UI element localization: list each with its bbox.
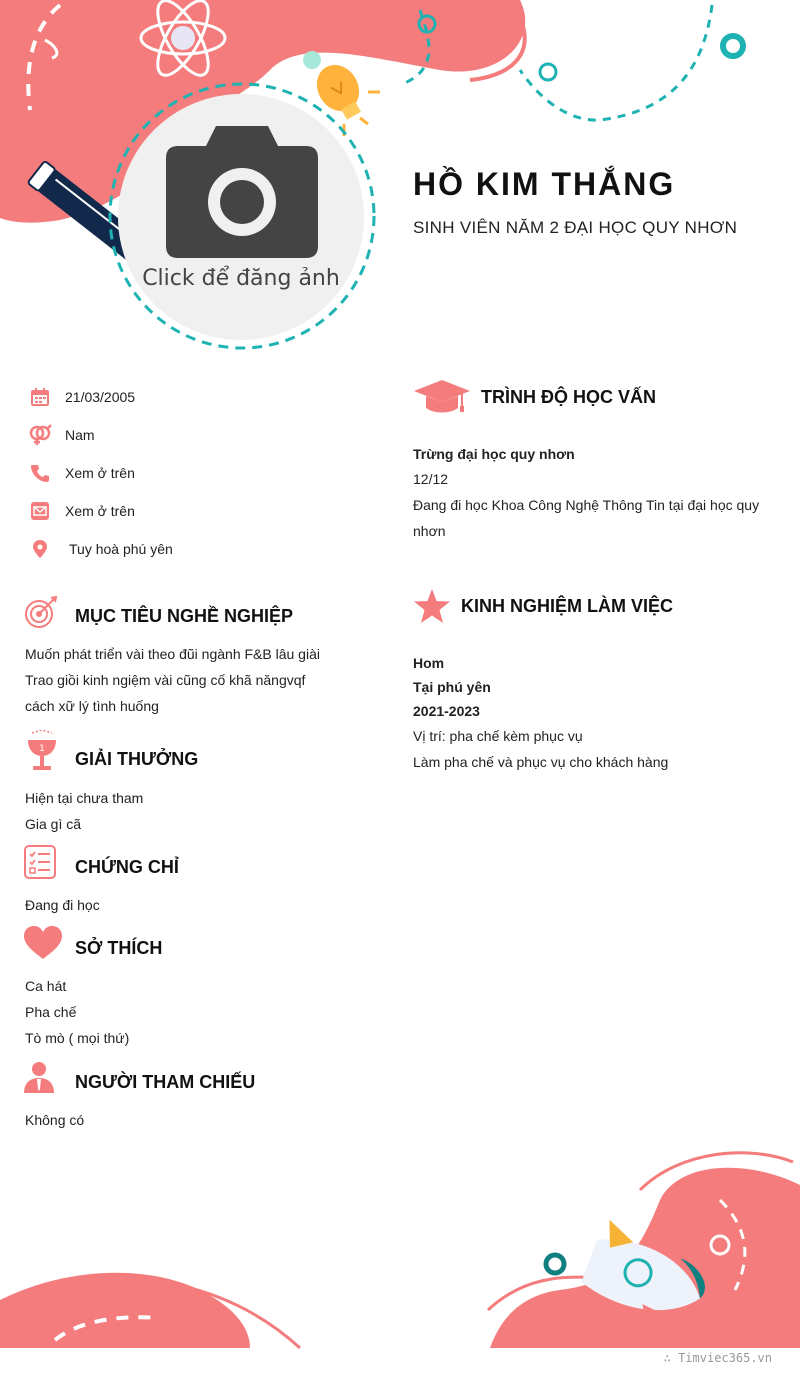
address-row (28, 537, 173, 561)
experience-period: 2021-2023 (413, 703, 480, 719)
email-icon (28, 499, 52, 523)
hobbies-line-1: Ca hát (25, 978, 67, 994)
email-value: Xem ở trên (65, 503, 135, 519)
objective-line-3: cách xữ lý tình huống (25, 698, 159, 714)
objective-title: MỤC TIÊU NGHỀ NGHIỆP (75, 606, 294, 626)
references-line-1: Không có (25, 1112, 85, 1128)
references-title: NGƯỜI THAM CHIẾU (75, 1072, 256, 1092)
experience-title: KINH NGHIỆM LÀM VIỆC (461, 596, 674, 616)
email-row (28, 499, 135, 523)
watermark: ∴ Timviec365.vn (663, 1351, 772, 1365)
candidate-name: HỒ KIM THẮNG (413, 166, 676, 202)
photo-label: Click để đăng ảnh (142, 266, 340, 291)
certificates-line-1: Đang đi học (25, 897, 100, 913)
experience-duty: Làm pha chế và phục vụ cho khách hàng (413, 754, 669, 770)
gender-row (28, 423, 95, 447)
hobbies-title: SỞ THÍCH (75, 938, 163, 958)
camera-icon (166, 126, 318, 258)
experience-position: Vị trí: pha chế kèm phục vụ (413, 728, 583, 744)
birthdate-row (28, 385, 135, 409)
awards-line-2: Gia gì cã (25, 816, 82, 832)
certificates-title: CHỨNG CHỈ (75, 857, 179, 877)
education-desc-2: nhơn (413, 523, 446, 539)
svg-text:1: 1 (39, 744, 45, 754)
hobbies-line-2: Pha chế (25, 1004, 77, 1020)
gender-icon (28, 423, 52, 447)
education-school: Trừng đại học quy nhơn (413, 446, 575, 462)
target-icon (24, 596, 58, 630)
awards-line-1: Hiện tại chưa tham (25, 790, 144, 806)
graduation-cap-icon (414, 380, 470, 414)
light-bulb-icon (309, 57, 372, 125)
birthdate-value: 21/03/2005 (65, 389, 136, 405)
trophy-icon (26, 730, 58, 772)
objective-line-2: Trao giồi kinh ngiệm vài cũng cố khã năngvqf (25, 672, 306, 688)
phone-icon (28, 461, 52, 485)
bottom-left-blob (0, 1273, 250, 1348)
star-icon (414, 589, 450, 623)
heart-icon (24, 926, 62, 960)
calendar-icon (28, 385, 52, 409)
experience-location: Tại phú yên (413, 679, 491, 695)
education-period: 12/12 (413, 471, 449, 487)
gender-value: Nam (65, 427, 95, 443)
teal-ring (723, 36, 743, 56)
education-desc-1: Đang đi học Khoa Công Nghệ Thông Tin tại đại học quy (413, 497, 760, 513)
address-value: Tuy hoà phú yên (69, 541, 173, 557)
phone-value: Xem ở trên (65, 465, 135, 481)
hobbies-line-3: Tò mò ( mọi thứ) (25, 1030, 130, 1046)
photo-upload[interactable] (118, 94, 364, 340)
objective-line-1: Muốn phát triển vài theo đũi ngành F&B lâu giài (25, 646, 320, 662)
awards-title: GIẢI THƯỞNG (75, 749, 199, 769)
candidate-subtitle: SINH VIÊN NĂM 2 ĐẠI HỌC QUY NHƠN (413, 218, 738, 237)
location-icon (28, 537, 52, 561)
checklist-icon (24, 845, 56, 879)
person-icon (24, 1061, 54, 1093)
education-title: TRÌNH ĐỘ HỌC VẤN (481, 387, 656, 407)
phone-row (28, 461, 135, 485)
experience-company: Hom (413, 655, 445, 671)
